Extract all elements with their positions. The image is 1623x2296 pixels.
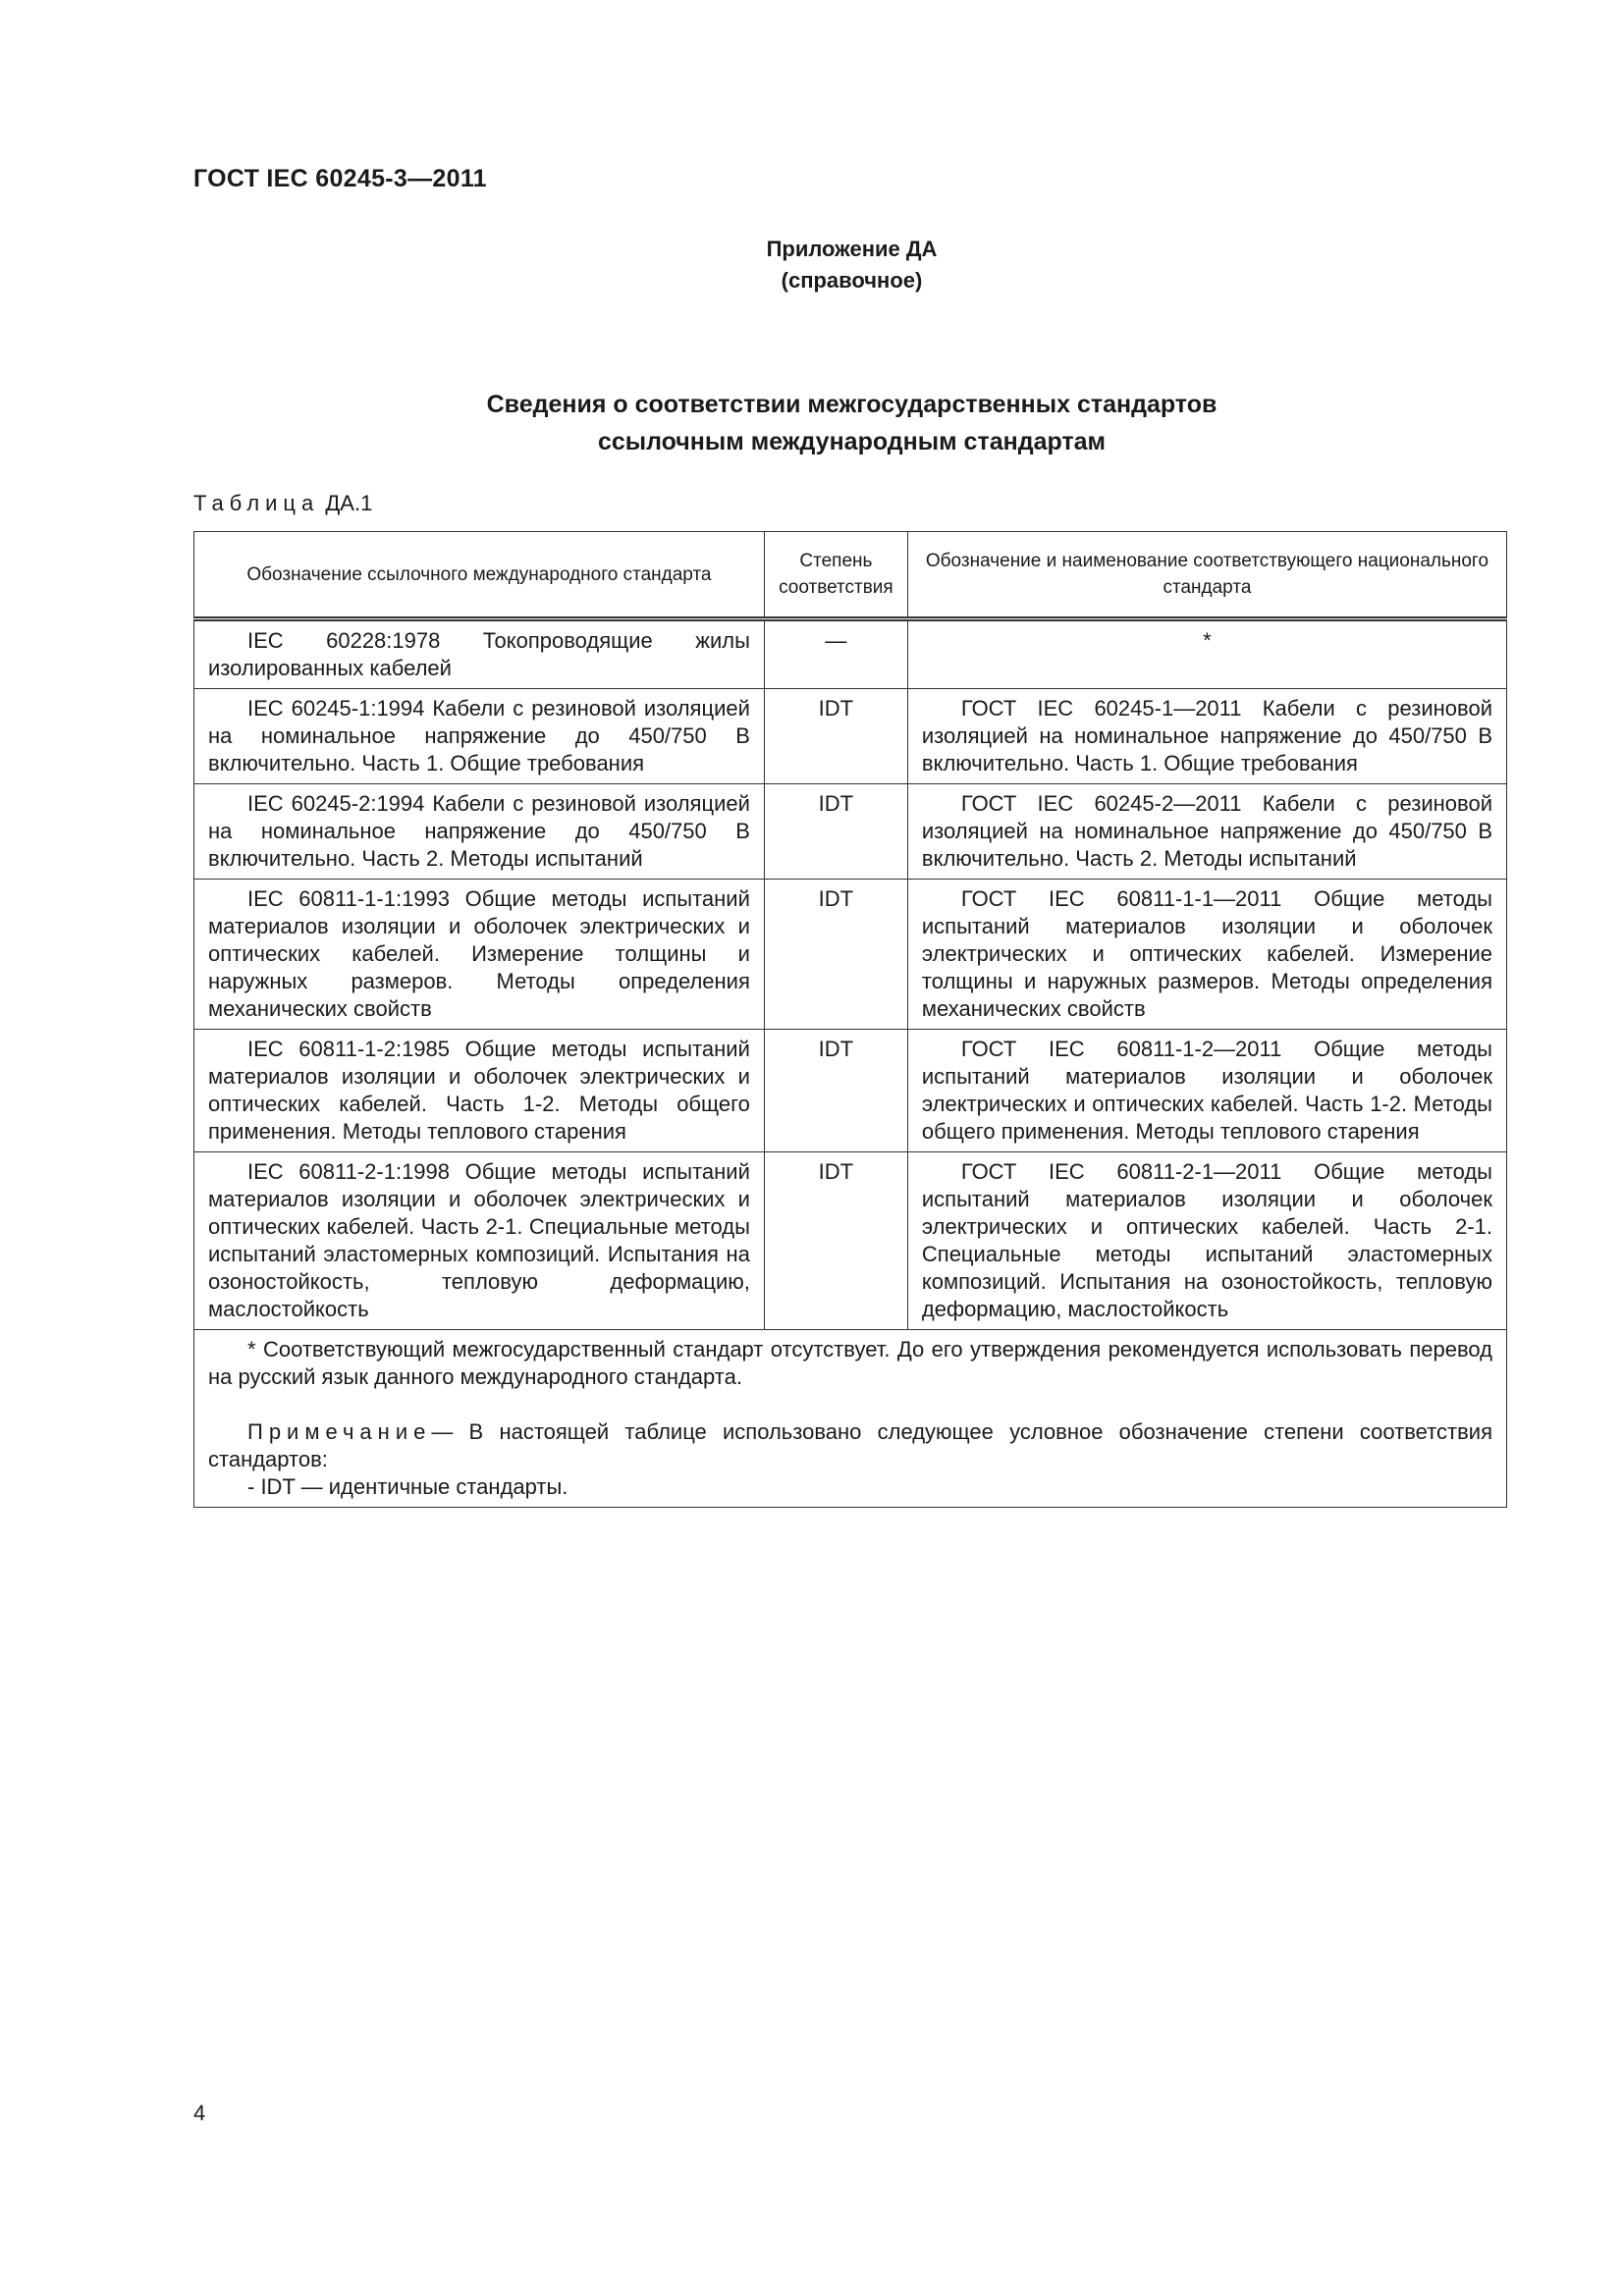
table-caption-label: Таблица <box>193 491 320 515</box>
heading-line-1: Сведения о соответствии межгосударственных стандартов <box>486 391 1217 418</box>
cell-international: IEC 60228:1978 Токопроводящие жилы изолированных кабелей <box>194 619 765 689</box>
cell-national: ГОСТ IEC 60811-1-2—2011 Общие методы испытаний материалов изоляции и оболочек электрических и оптических кабелей. Часть 1-2. Методы общего применения. Методы теплового старения <box>907 1030 1506 1152</box>
table-row <box>194 784 1507 880</box>
table-footer <box>194 1330 1507 1508</box>
heading-line-2: ссылочным международным стандартам <box>597 428 1107 455</box>
cell-international: IEC 60811-1-1:1993 Общие методы испытаний материалов изоляции и оболочек электрических и оптических кабелей. Измерение толщины и наружных размеров. Методы определения механических свойств <box>194 880 765 1030</box>
cell-international: IEC 60245-2:1994 Кабели с резиновой изоляцией на номинальное напряжение до 450/750 В включительно. Часть 2. Методы испытаний <box>194 784 765 880</box>
table-row <box>194 1030 1507 1152</box>
annex-header <box>0 234 1623 296</box>
table-row <box>194 1152 1507 1330</box>
cell-international: IEC 60811-2-1:1998 Общие методы испытаний материалов изоляции и оболочек электрических и оптических кабелей. Часть 2-1. Специальные методы испытаний эластомерных композиций. Испытания на озоностойкость, тепловую деформацию, маслостойкость <box>194 1152 765 1330</box>
note <box>208 1418 1492 1473</box>
cell-degree: IDT <box>764 784 907 880</box>
cell-international: IEC 60245-1:1994 Кабели с резиновой изоляцией на номинальное напряжение до 450/750 В включительно. Часть 1. Общие требования <box>194 689 765 784</box>
cell-national: ГОСТ IEC 60245-1—2011 Кабели с резиновой изоляцией на номинальное напряжение до 450/750 В включительно. Часть 1. Общие требования <box>907 689 1506 784</box>
page-number: 4 <box>193 2101 206 2125</box>
cell-degree: — <box>764 619 907 689</box>
correspondence-table <box>193 531 1507 1508</box>
table-row <box>194 689 1507 784</box>
note-item: - IDT — идентичные стандарты. <box>247 1474 568 1499</box>
annex-title: Приложение ДА <box>766 237 938 261</box>
cell-degree: IDT <box>764 689 907 784</box>
cell-national: ГОСТ IEC 60245-2—2011 Кабели с резиновой изоляцией на номинальное напряжение до 450/750 В включительно. Часть 2. Методы испытаний <box>907 784 1506 880</box>
table-caption <box>193 491 372 516</box>
annex-type: (справочное) <box>781 268 923 293</box>
header-national: Обозначение и наименование соответствующего национального стандарта <box>907 532 1506 619</box>
cell-degree: IDT <box>764 880 907 1030</box>
cell-national: * <box>907 619 1506 689</box>
note-text: — В настоящей таблице использовано следующее условное обозначение степени соответствия стандартов: <box>208 1419 1492 1471</box>
header-degree: Степень соответствия <box>764 532 907 619</box>
header-international: Обозначение ссылочного международного стандарта <box>194 532 765 619</box>
table-caption-id: ДА.1 <box>325 491 373 515</box>
cell-national: ГОСТ IEC 60811-1-1—2011 Общие методы испытаний материалов изоляции и оболочек электрических и оптических кабелей. Измерение толщины и наружных размеров. Методы определения механических свойств <box>907 880 1506 1030</box>
table-row <box>194 880 1507 1030</box>
cell-national: ГОСТ IEC 60811-2-1—2011 Общие методы испытаний материалов изоляции и оболочек электрических и оптических кабелей. Часть 2-1. Специальные методы испытаний эластомерных композиций. Испытания на озоностойкость, тепловую деформацию, маслостойкость <box>907 1152 1506 1330</box>
document-code: ГОСТ IEC 60245-3—2011 <box>193 165 487 192</box>
table-row <box>194 619 1507 689</box>
cell-international: IEC 60811-1-2:1985 Общие методы испытаний материалов изоляции и оболочек электрических и оптических кабелей. Часть 1-2. Методы общего применения. Методы теплового старения <box>194 1030 765 1152</box>
footnote: * Соответствующий межгосударственный стандарт отсутствует. До его утверждения рекомендуется использовать перевод на русский язык данного международного стандарта. <box>208 1337 1492 1389</box>
section-heading <box>0 386 1623 460</box>
table-header-row <box>194 532 1507 619</box>
table-footer-row <box>194 1330 1507 1508</box>
cell-degree: IDT <box>764 1030 907 1152</box>
note-label: Примечание <box>247 1419 432 1444</box>
cell-degree: IDT <box>764 1152 907 1330</box>
